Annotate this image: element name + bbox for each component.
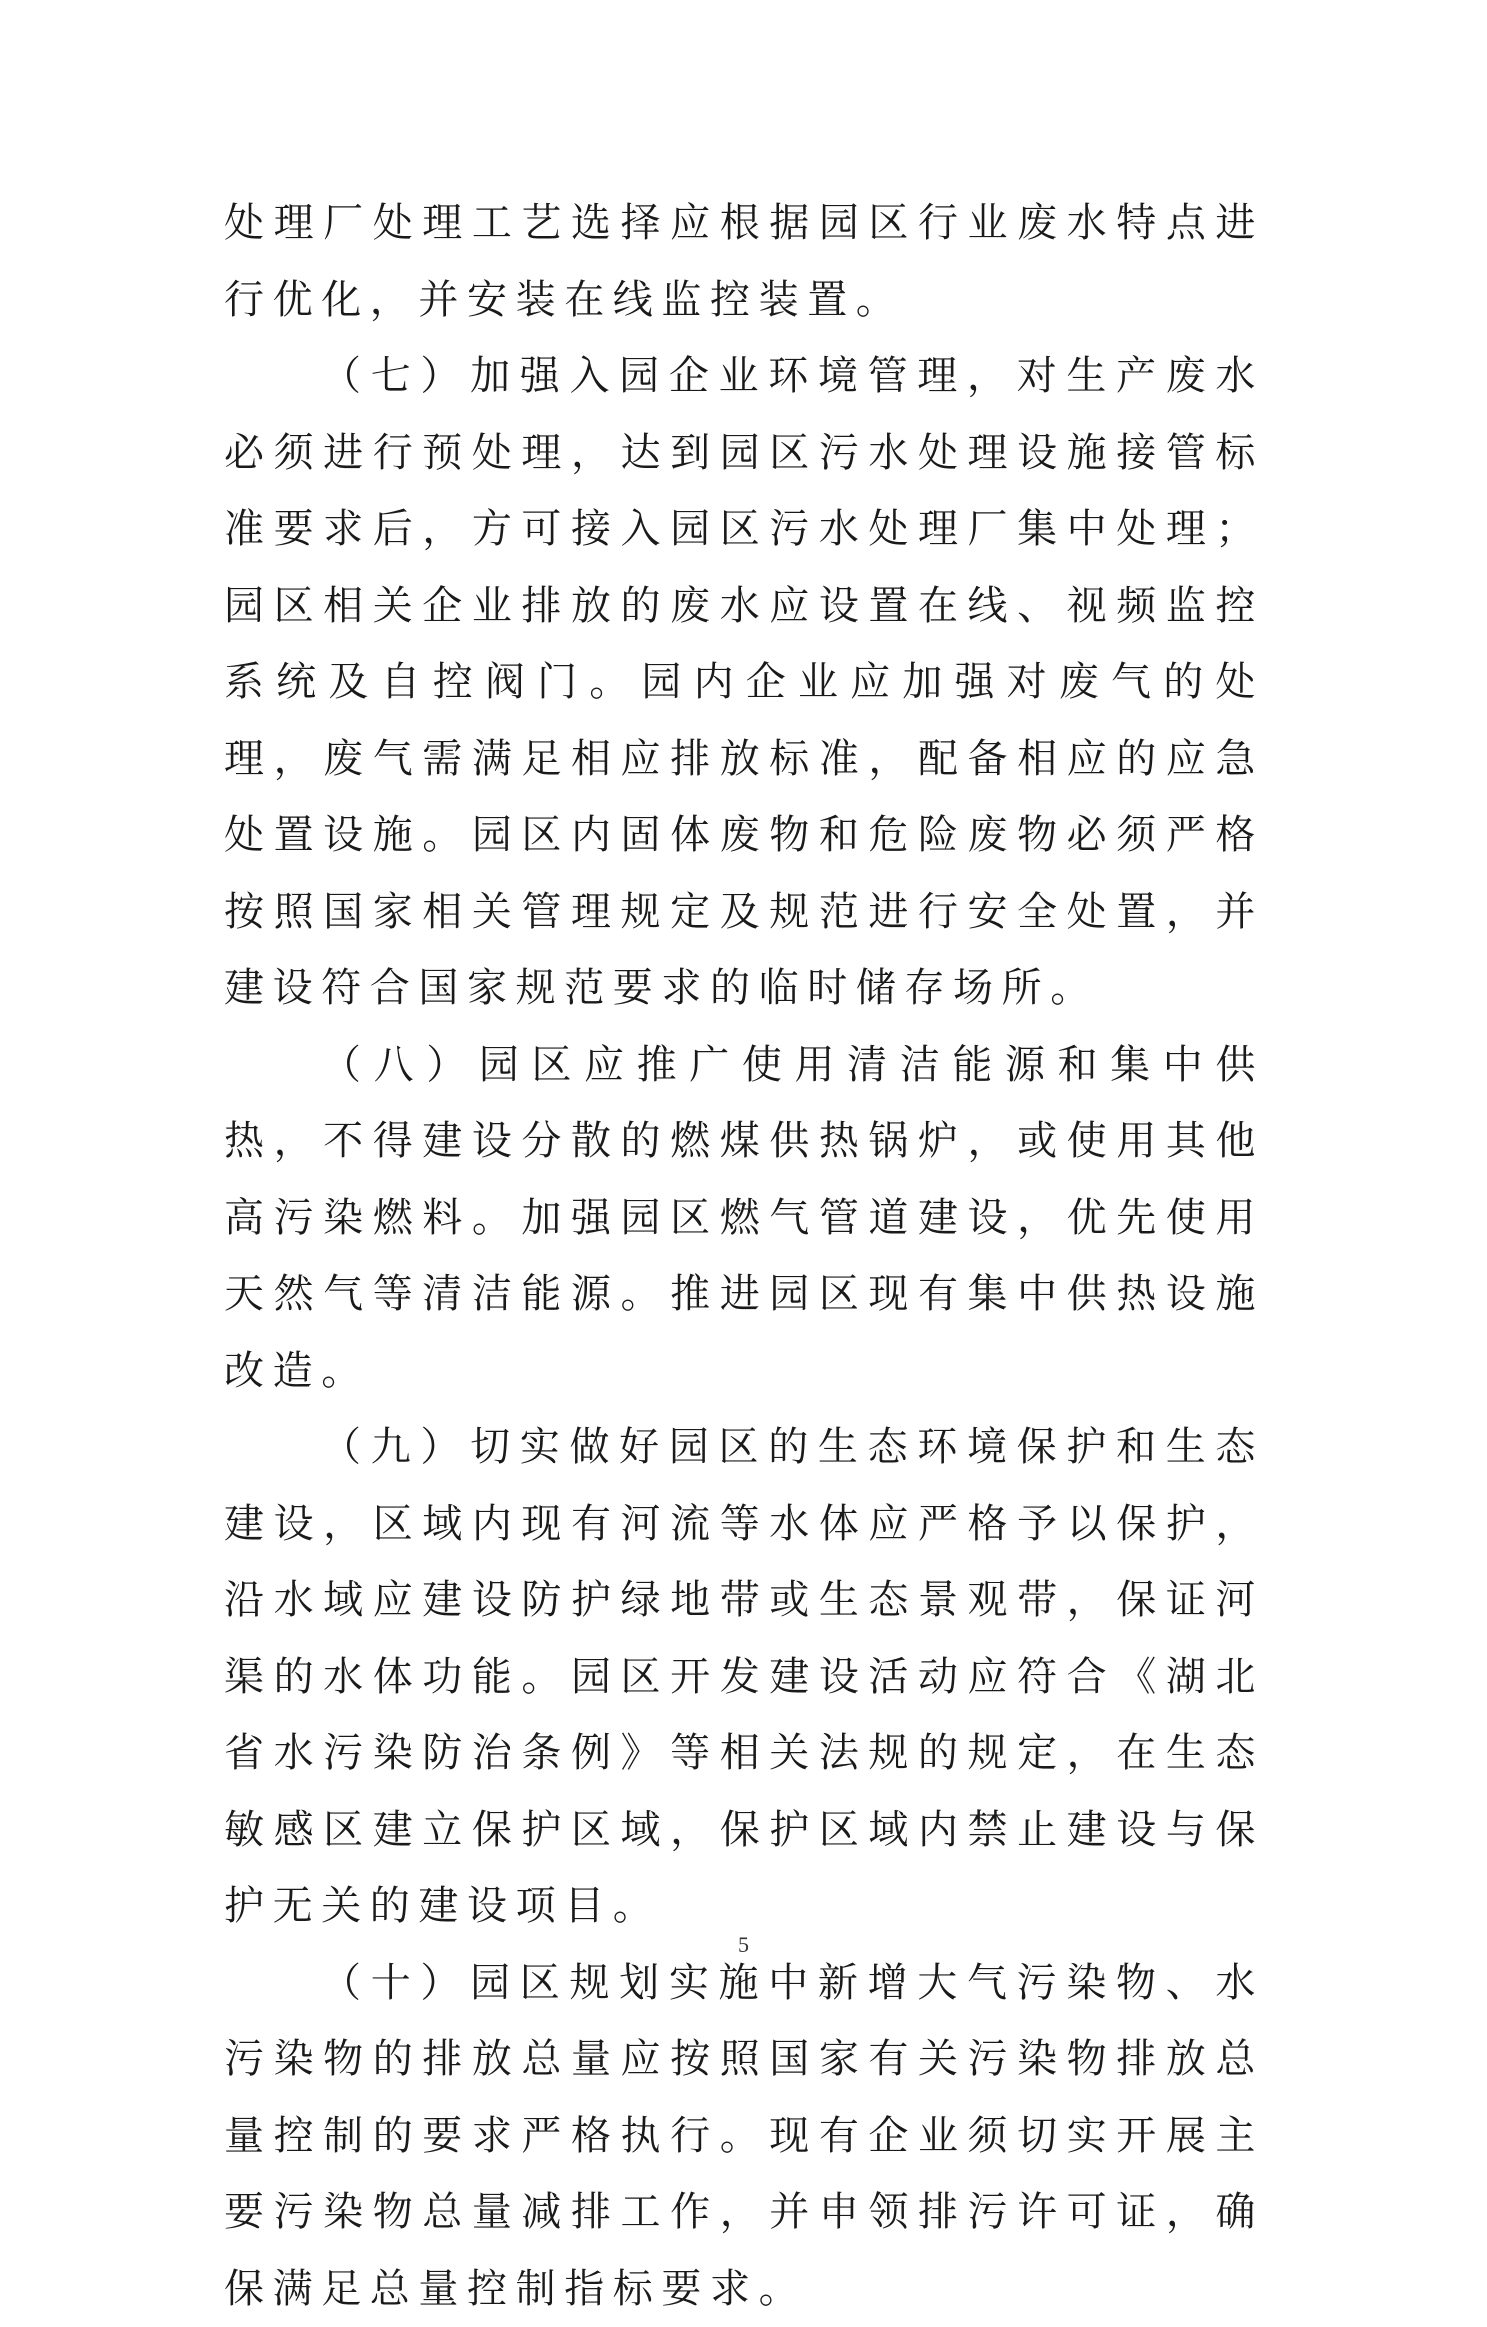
paragraph-item-9: （九）切实做好园区的生态环境保护和生态建设，区域内现有河流等水体应严格予以保护，沿水域应建设防护绿地带或生态景观带，保证河渠的水体功能。园区开发建设活动应符合《湖北省水污染防治条例》等相关法规的规定，在生态敏感区建立保护区域，保护区域内禁止建设与保护无关的建设项目。 xyxy=(224,1409,1264,1945)
paragraph-item-7: （七）加强入园企业环境管理，对生产废水必须进行预处理，达到园区污水处理设施接管标准要求后，方可接入园区污水处理厂集中处理；园区相关企业排放的废水应设置在线、视频监控系统及自控阀门。园内企业应加强对废气的处理，废气需满足相应排放标准，配备相应的应急处置设施。园区内固体废物和危险废物必须严格按照国家相关管理规定及规范进行安全处置，并建设符合国家规范要求的临时储存场所。 xyxy=(224,338,1264,1027)
document-body xyxy=(224,185,1264,2327)
paragraph-item-8: （八）园区应推广使用清洁能源和集中供热，不得建设分散的燃煤供热锅炉，或使用其他高污染燃料。加强园区燃气管道建设，优先使用天然气等清洁能源。推进园区现有集中供热设施改造。 xyxy=(224,1027,1264,1410)
paragraph-continuation: 处理厂处理工艺选择应根据园区行业废水特点进行优化，并安装在线监控装置。 xyxy=(224,185,1264,338)
page-number: 5 xyxy=(0,1932,1487,1958)
paragraph-item-10: （十）园区规划实施中新增大气污染物、水污染物的排放总量应按照国家有关污染物排放总量控制的要求严格执行。现有企业须切实开展主要污染物总量减排工作，并申领排污许可证，确保满足总量控制指标要求。 xyxy=(224,1945,1264,2327)
